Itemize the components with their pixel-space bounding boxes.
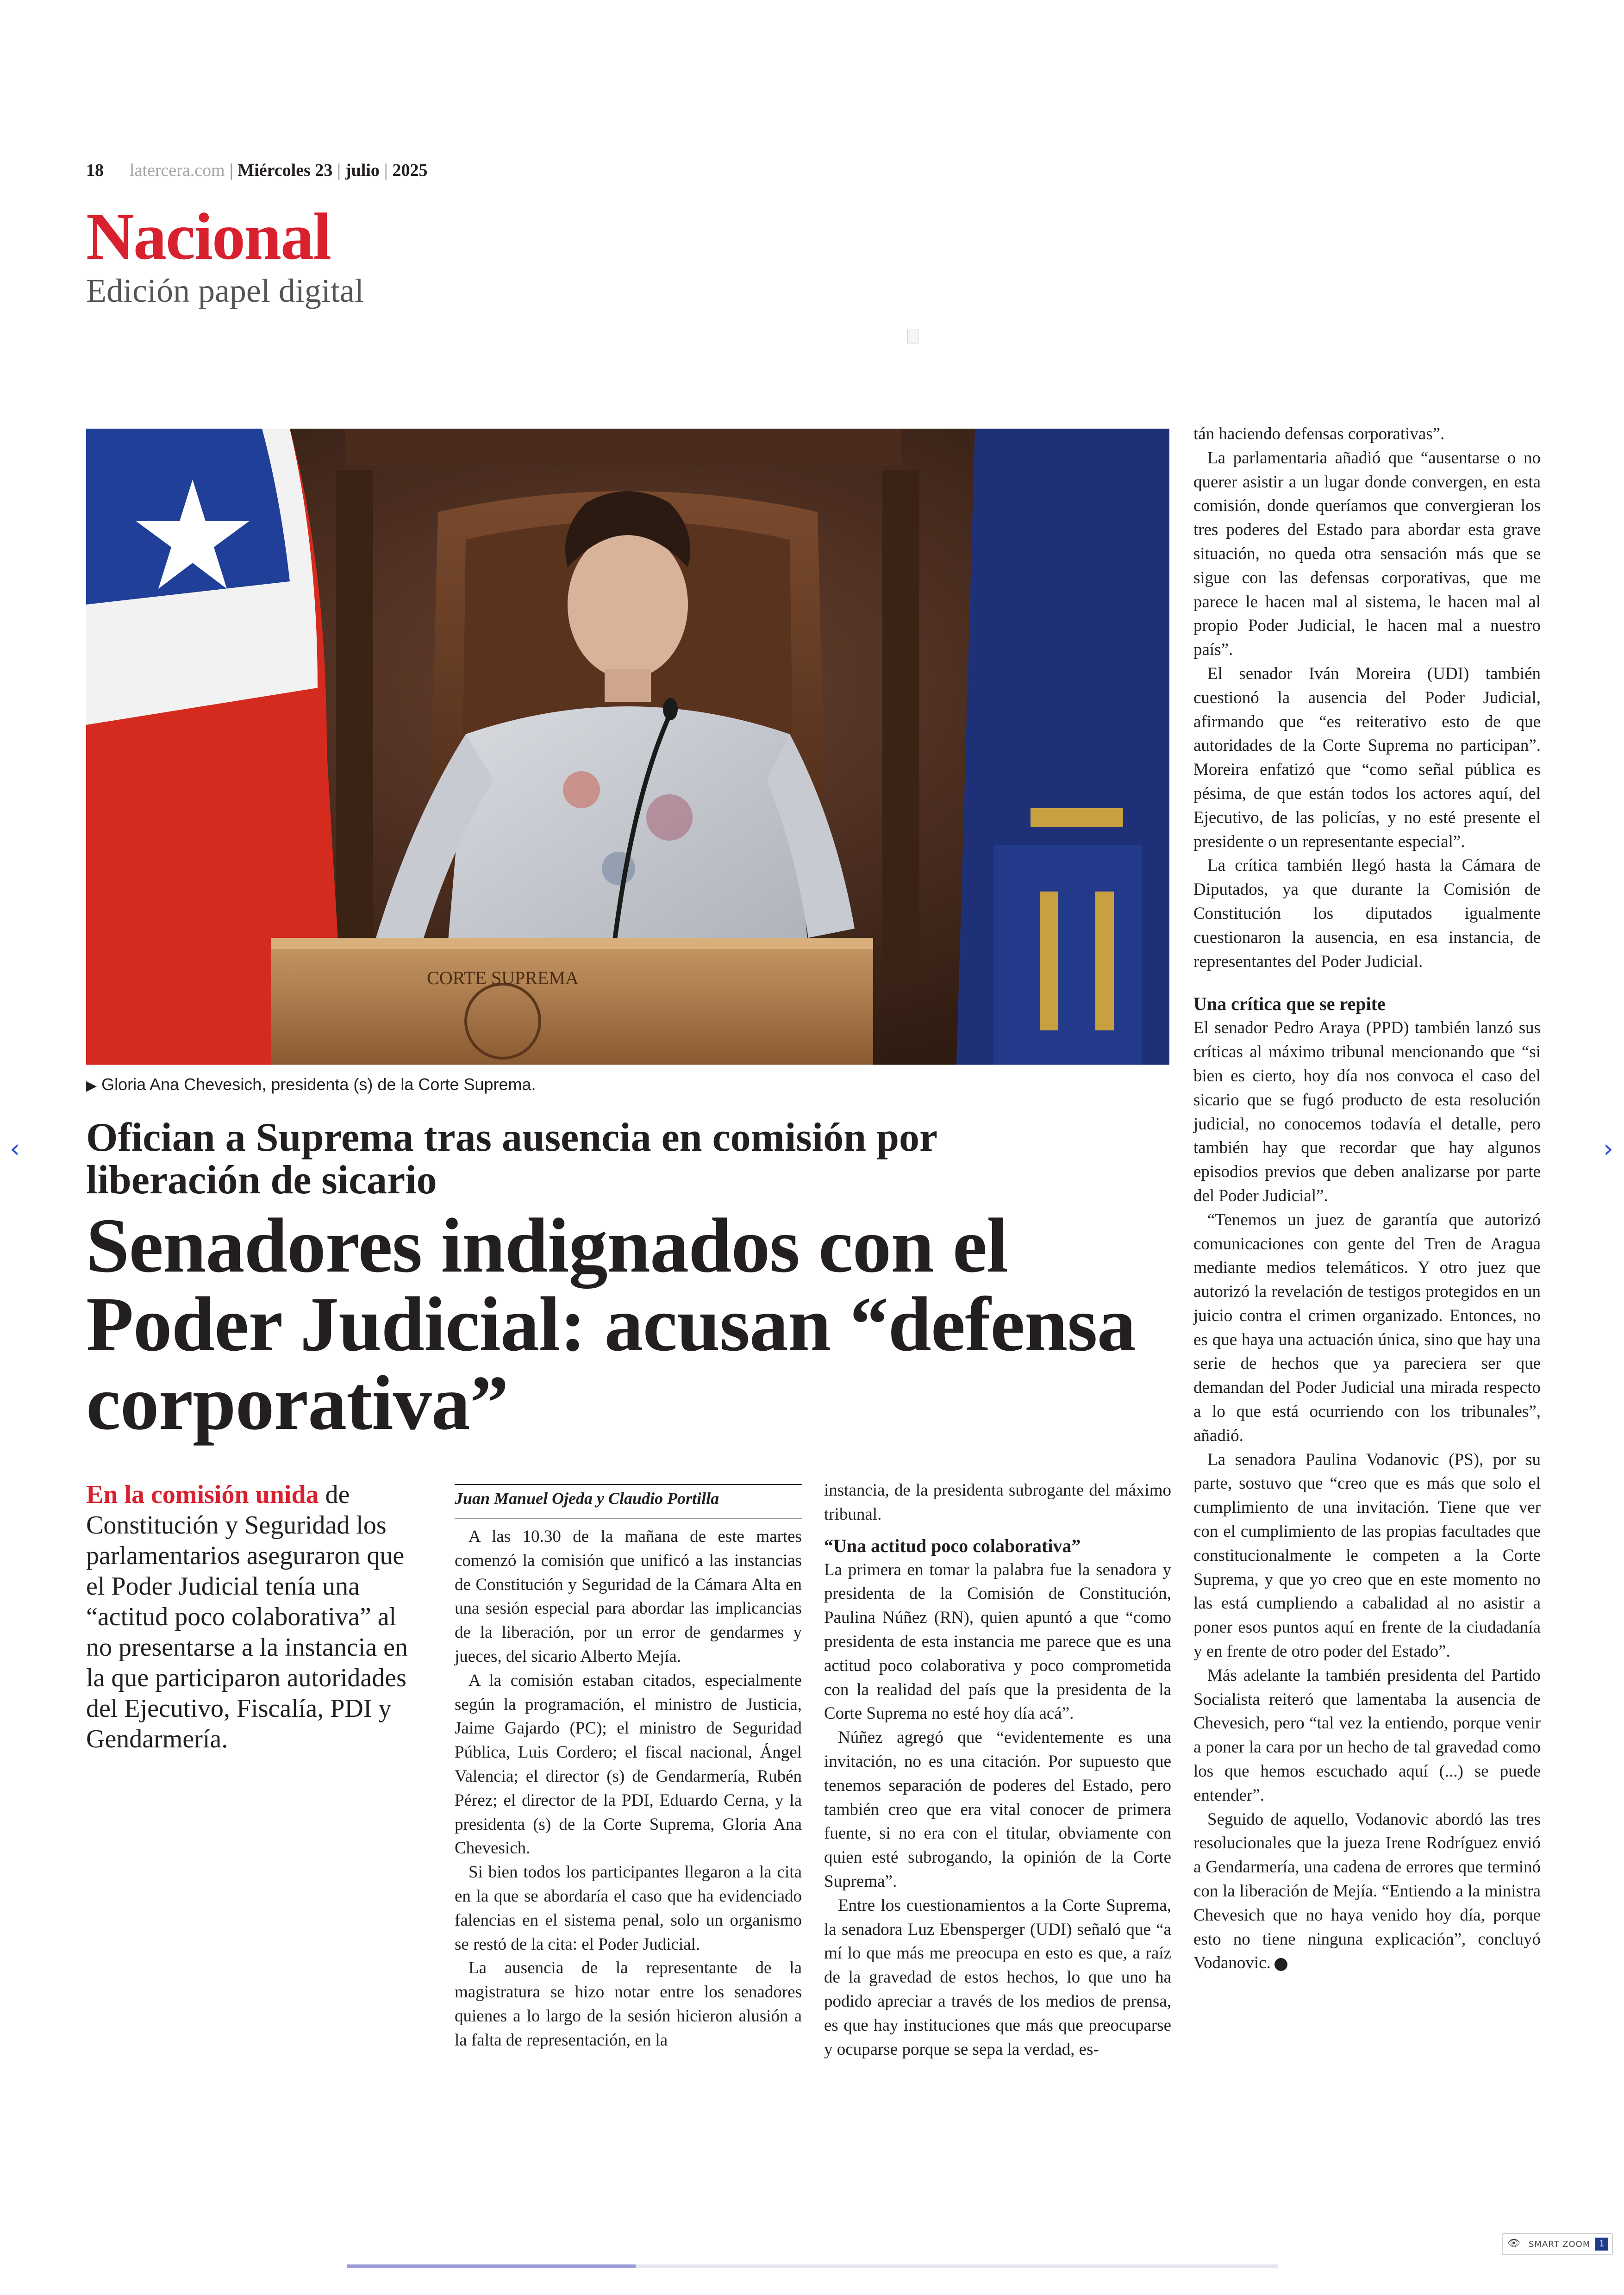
body-column-3 [1193, 422, 1541, 1975]
byline-rule-bottom [455, 1518, 802, 1519]
site-name: latercera.com [130, 161, 225, 180]
byline-rule [455, 1484, 802, 1485]
paragraph: A la comisión estaban citados, especialmente según la programación, el ministro de Justicia, Jaime Gajardo (PC); el ministro de Seguridad Pública, Luis Cordero; el fiscal nacional, Ángel Valencia; el director (s) de Gendarmería, Rubén Pérez; el director de la PDI, Eduardo Cerna, y la presidenta (s) de la Corte Suprema, Gloria Ana Chevesich. [455, 1671, 802, 1858]
date-month: julio [345, 161, 380, 180]
section-title: Nacional [86, 200, 331, 274]
next-page-button[interactable]: › [1603, 1134, 1613, 1163]
article-lead [86, 1479, 424, 1754]
previous-page-button[interactable]: ‹ [10, 1134, 20, 1163]
lead-highlight: En la comisión unida [86, 1480, 319, 1509]
page-scrollbar-thumb[interactable] [347, 2264, 636, 2268]
date-year: 2025 [392, 161, 428, 180]
main-photo [86, 429, 1169, 1065]
end-of-article-icon [1274, 1958, 1287, 1971]
paragraph: La parlamentaria añadió que “ausentarse o no querer asistir a un lugar donde convergen, en esta comisión, donde queríamos que convergieran los tres poderes del Estado para abordar esta grave situación, no queda otra sensación más que se sigue con las defensas corporativas, que me parece le hacen mal al sistema, le hacen mal al propio Poder Judicial, le hacen mal a nuestro país”. [1193, 448, 1541, 660]
subheading: Una crítica que se repite [1193, 993, 1386, 1015]
paragraph: El senador Iván Moreira (UDI) también cuestionó la ausencia del Poder Judicial, afirmando que “es reiterativo esto de que autoridades de la Corte Suprema no participan”. Moreira enfatizó que “como señal pública es pésima, de que están todos los actores aquí, del Ejecutivo, de las policías, y no esté presente el presidente o un representante especial”. [1193, 664, 1541, 851]
caption-arrow-icon: ▶ [86, 1078, 97, 1093]
paragraph: Seguido de aquello, Vodanovic abordó las tres resolucionales que la jueza Irene Rodríguez envió a Gendarmería, una cadena de errores que terminó con la liberación de Mejía. “Entiendo a la ministra Chevesich que no haya venido hoy día, porque esto no tiene ninguna explicación”, concluyó Vodanovic. [1193, 1809, 1541, 1973]
eye-icon: 👁 [1507, 2238, 1520, 2249]
smart-zoom-button[interactable] [1502, 2233, 1613, 2255]
paragraph: La primera en tomar la palabra fue la senadora y presidenta de la Comisión de Constitución, Paulina Núñez (RN), quien apuntó a que “como presidenta de esta instancia me parece que es una actitud poco colaborativa y poco comprometida con la realidad del país que la presidenta de la Corte Suprema no esté hoy día acá”. [824, 1560, 1171, 1723]
article-kicker: Ofician a Suprema tras ausencia en comisión por liberación de sicario [86, 1115, 937, 1203]
date-day: Miércoles 23 [237, 161, 333, 180]
edition-label: Edición papel digital [86, 272, 364, 309]
page-indicator: 1 [1595, 2238, 1608, 2251]
byline: Juan Manuel Ojeda y Claudio Portilla [455, 1489, 719, 1508]
paragraph: El senador Pedro Araya (PPD) también lanzó sus críticas al máximo tribunal mencionando que “si bien es cierto, hoy día nos convoca el caso del sicario que se fugó producto de esta resolución judicial, no conocemos todavía el detalle, pero también hay que recordar que hay algunos episodios previos que deben analizarse por parte del Poder Judicial”. [1193, 1018, 1541, 1205]
paragraph: tán haciendo defensas corporativas”. [1193, 424, 1445, 443]
paragraph: “Tenemos un juez de garantía que autorizó comunicaciones con gente del Tren de Aragua mediante medios telemáticos. Y otro juez que autorizó la revelación de testigos protegidos en un juicio contra el crimen organizado. Entonces, no es que haya una actuación única, sino que hay una serie de hechos que ya pareciera ser que demandan del Poder Judicial una mirada respecto a lo que está ocurriendo con los tribunales”, añadió. [1193, 1210, 1541, 1445]
subheading: “Una actitud poco colaborativa” [824, 1535, 1081, 1556]
paragraph: Entre los cuestionamientos a la Corte Suprema, la senadora Luz Ebensperger (UDI) señaló que “a mí lo que más me preocupa en esto es que, a raíz de la gravedad de estos hechos, lo que uno ha podido apreciar a través de los medios de prensa, es que hay instituciones que más que preocuparse y ocuparse porque se sepa la verdad, es- [824, 1896, 1171, 2059]
folio-line: 18 latercera.com | Miércoles 23 | julio | 2025 [86, 161, 428, 180]
paragraph: Más adelante la también presidenta del Partido Socialista reiteró que lamentaba la ausencia de Chevesich, pero “tal vez la entiendo, porque venir a poner la cara por un hecho de tal gravedad como los que hemos escuchado aquí (...) se puede entender”. [1193, 1665, 1541, 1805]
paragraph: A las 10.30 de la mañana de este martes comenzó la comisión que unificó a las instancias de Constitución y Seguridad de la Cámara Alta en una sesión especial para abordar las implicancias de la liberación, por un error de gendarmes y jueces, del sicario Alberto Mejía. [455, 1527, 802, 1666]
body-column-2 [824, 1478, 1171, 2061]
smart-zoom-label: SMART ZOOM [1529, 2239, 1591, 2249]
photo-caption: ▶ Gloria Ana Chevesich, presidenta (s) de la Corte Suprema. [86, 1075, 536, 1094]
paragraph: instancia, de la presidenta subrogante del máximo tribunal. [824, 1481, 1171, 1524]
podium-inscription: CORTE SUPREMA [427, 967, 579, 988]
paragraph: Si bien todos los participantes llegaron a la cita en la que se abordaría el caso que ha evidenciado falencias en el sistema penal, solo un organismo se restó de la cita: el Poder Judicial. [455, 1863, 802, 1954]
paragraph: La senadora Paulina Vodanovic (PS), por su parte, sostuvo que “creo que es más que solo el cumplimiento de una invitación. Tiene que ver con el cumplimiento de las propias facultades que constitucionalmente le competen a la Corte Suprema, y que yo creo que en este momento no las está cumpliendo a cabalidad al no asistir a poner esos puntos aquí en frente de la ciudadanía y en frente de otro poder del Estado”. [1193, 1450, 1541, 1661]
paragraph: La crítica también llegó hasta la Cámara de Diputados, ya que durante la Comisión de Constitución los diputados igualmente cuestionaron la ausencia, en esa instancia, de representantes del Poder Judicial. [1193, 856, 1541, 971]
lead-text: de Constitución y Seguridad los parlamentarios aseguraron que el Poder Judicial tenía una “actitud poco colaborativa” al no presentarse a la instancia en la que participaron autoridades del Ejecutivo, Fiscalía, PDI y Gendarmería. [86, 1480, 408, 1753]
article-headline: Senadores indignados con el Poder Judicial: acusan “defensa corporativa” [86, 1203, 1136, 1446]
body-column-1 [455, 1525, 802, 2052]
paragraph: Núñez agregó que “evidentemente es una invitación, no es una citación. Por supuesto que tenemos separación de poderes del Estado, pero también creo que era vital conocer de primera fuente, si no era con el titular, obviamente con quien esté subrogando, la opinión de la Corte Suprema”. [824, 1728, 1171, 1891]
paragraph: La ausencia de la representante de la magistratura se hizo notar entre los senadores quienes a lo largo de la sesión hicieron alusión a la falta de representación, en la [455, 1958, 802, 2050]
placeholder-icon [907, 330, 918, 343]
page-number: 18 [86, 161, 104, 180]
